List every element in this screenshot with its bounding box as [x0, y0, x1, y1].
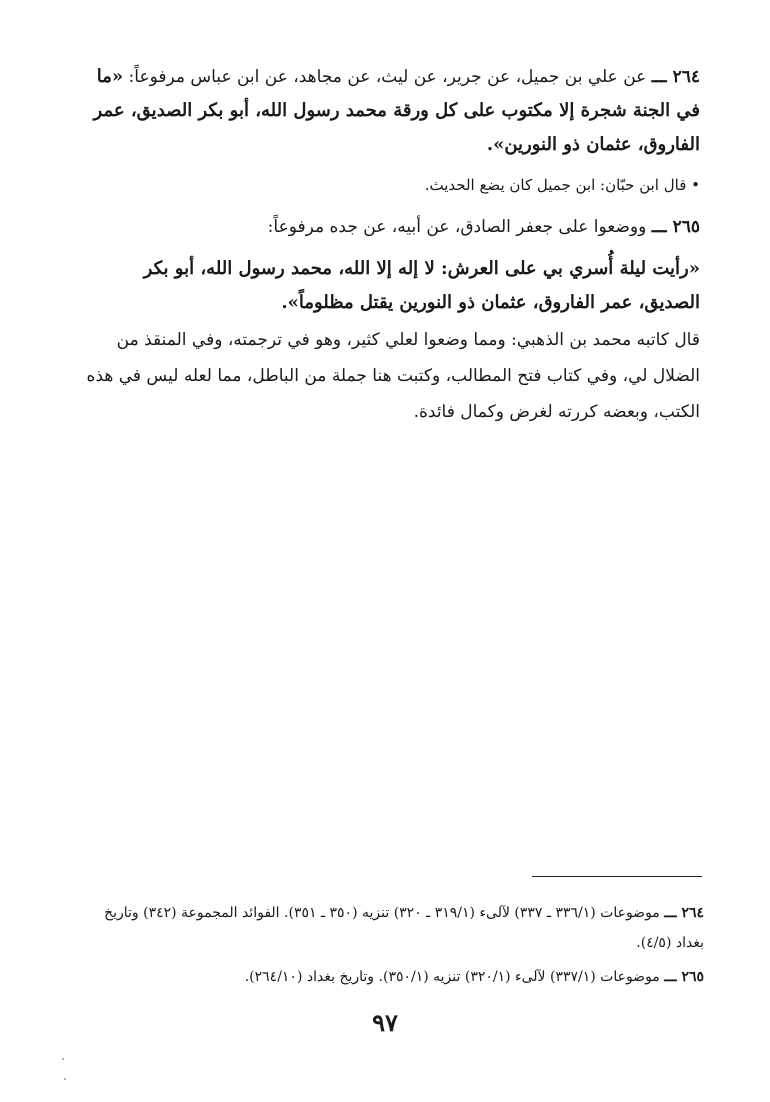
footnote-number: ٢٦٤ ـــ [664, 905, 704, 921]
entry-number: ٢٦٤ ـــ [651, 67, 700, 87]
page-number: ٩٧ [372, 1008, 398, 1037]
footnote-text: موضوعات (٣٣٦/١ ـ ٣٣٧) لآلىء (٣١٩/١ ـ ٣٢٠) تنزيه (٣٥٠ ـ ٣٥١). الفوائد المجموعة (٣٤٢) وتاريخ بغداد (٤/٥). [104, 905, 704, 951]
narration-chain: عن علي بن جميل، عن جرير، عن ليث، عن مجاهد، عن ابن عباس مرفوعاً: [128, 67, 647, 87]
footnote-264 [90, 898, 704, 958]
scan-speck [64, 1078, 66, 1080]
hadith-entry-265-text: «رأيت ليلة أُسري بي على العرش: لا إله إلا الله، محمد رسول الله، أبو بكر الصديق، عمر الفاروق، عثمان ذو النورين يقتل مظلوماً». [143, 258, 700, 313]
footnote-separator [532, 876, 702, 877]
footnote-text: موضوعات (٣٣٧/١) لآلىء (٣٢٠/١) تنزيه (٣٥٠/١). وتاريخ بغداد (٢٦٤/١٠). [244, 969, 660, 985]
scan-speck [62, 1058, 64, 1060]
narration-chain: ووضعوا على جعفر الصادق، عن أبيه، عن جده مرفوعاً: [267, 217, 647, 237]
commentary-ibn-hibban: • قال ابن حبّان: ابن جميل كان يضع الحديث. [424, 176, 700, 194]
entry-number: ٢٦٥ ـــ [651, 217, 700, 237]
footnote-number: ٢٦٥ ـــ [664, 969, 704, 985]
author-note: قال كاتبه محمد بن الذهبي: ومما وضعوا لعلي كثير، وهو في ترجمته، وفي المنقذ من الضلال لي، وفي كتاب فتح المطالب، وكتبت هنا جملة من الباطل، مما لعله ليس في هذه الكتب، وبعضه كررته لغرض وكمال فائدة. [86, 330, 700, 422]
hadith-text: «ما في الجنة شجرة إلا مكتوب على كل ورقة محمد رسول الله، أبو بكر الصديق، عمر الفاروق، عثمان ذو النورين». [93, 66, 700, 155]
footnote-265 [90, 962, 704, 992]
hadith-entry-264 [78, 60, 700, 162]
hadith-entry-265-chain [78, 210, 700, 244]
